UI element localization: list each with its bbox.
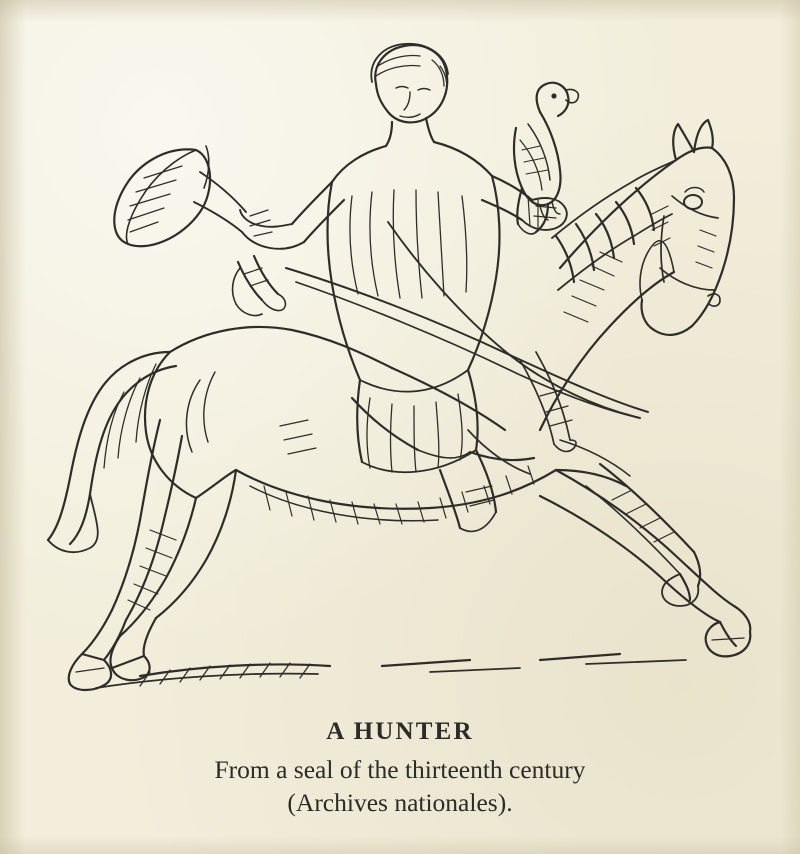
saddle-and-cloth	[352, 398, 534, 474]
horse-tail	[48, 352, 176, 552]
horse-mane	[552, 160, 676, 290]
page-edge-shading-bottom	[0, 836, 800, 854]
caption-line-1: From a seal of the thirteenth century	[214, 755, 586, 784]
stirrup-ornament	[233, 256, 286, 316]
figure-caption	[0, 718, 800, 819]
horse-hind-legs	[69, 420, 236, 690]
caption-line-2: (Archives nationales).	[287, 787, 513, 817]
horse-forelegs	[540, 464, 750, 656]
shield	[114, 146, 246, 246]
caption-title: A HUNTER	[326, 718, 474, 745]
horse-head-and-neck	[540, 120, 734, 430]
falcon	[514, 83, 578, 234]
ground-line	[96, 654, 686, 688]
